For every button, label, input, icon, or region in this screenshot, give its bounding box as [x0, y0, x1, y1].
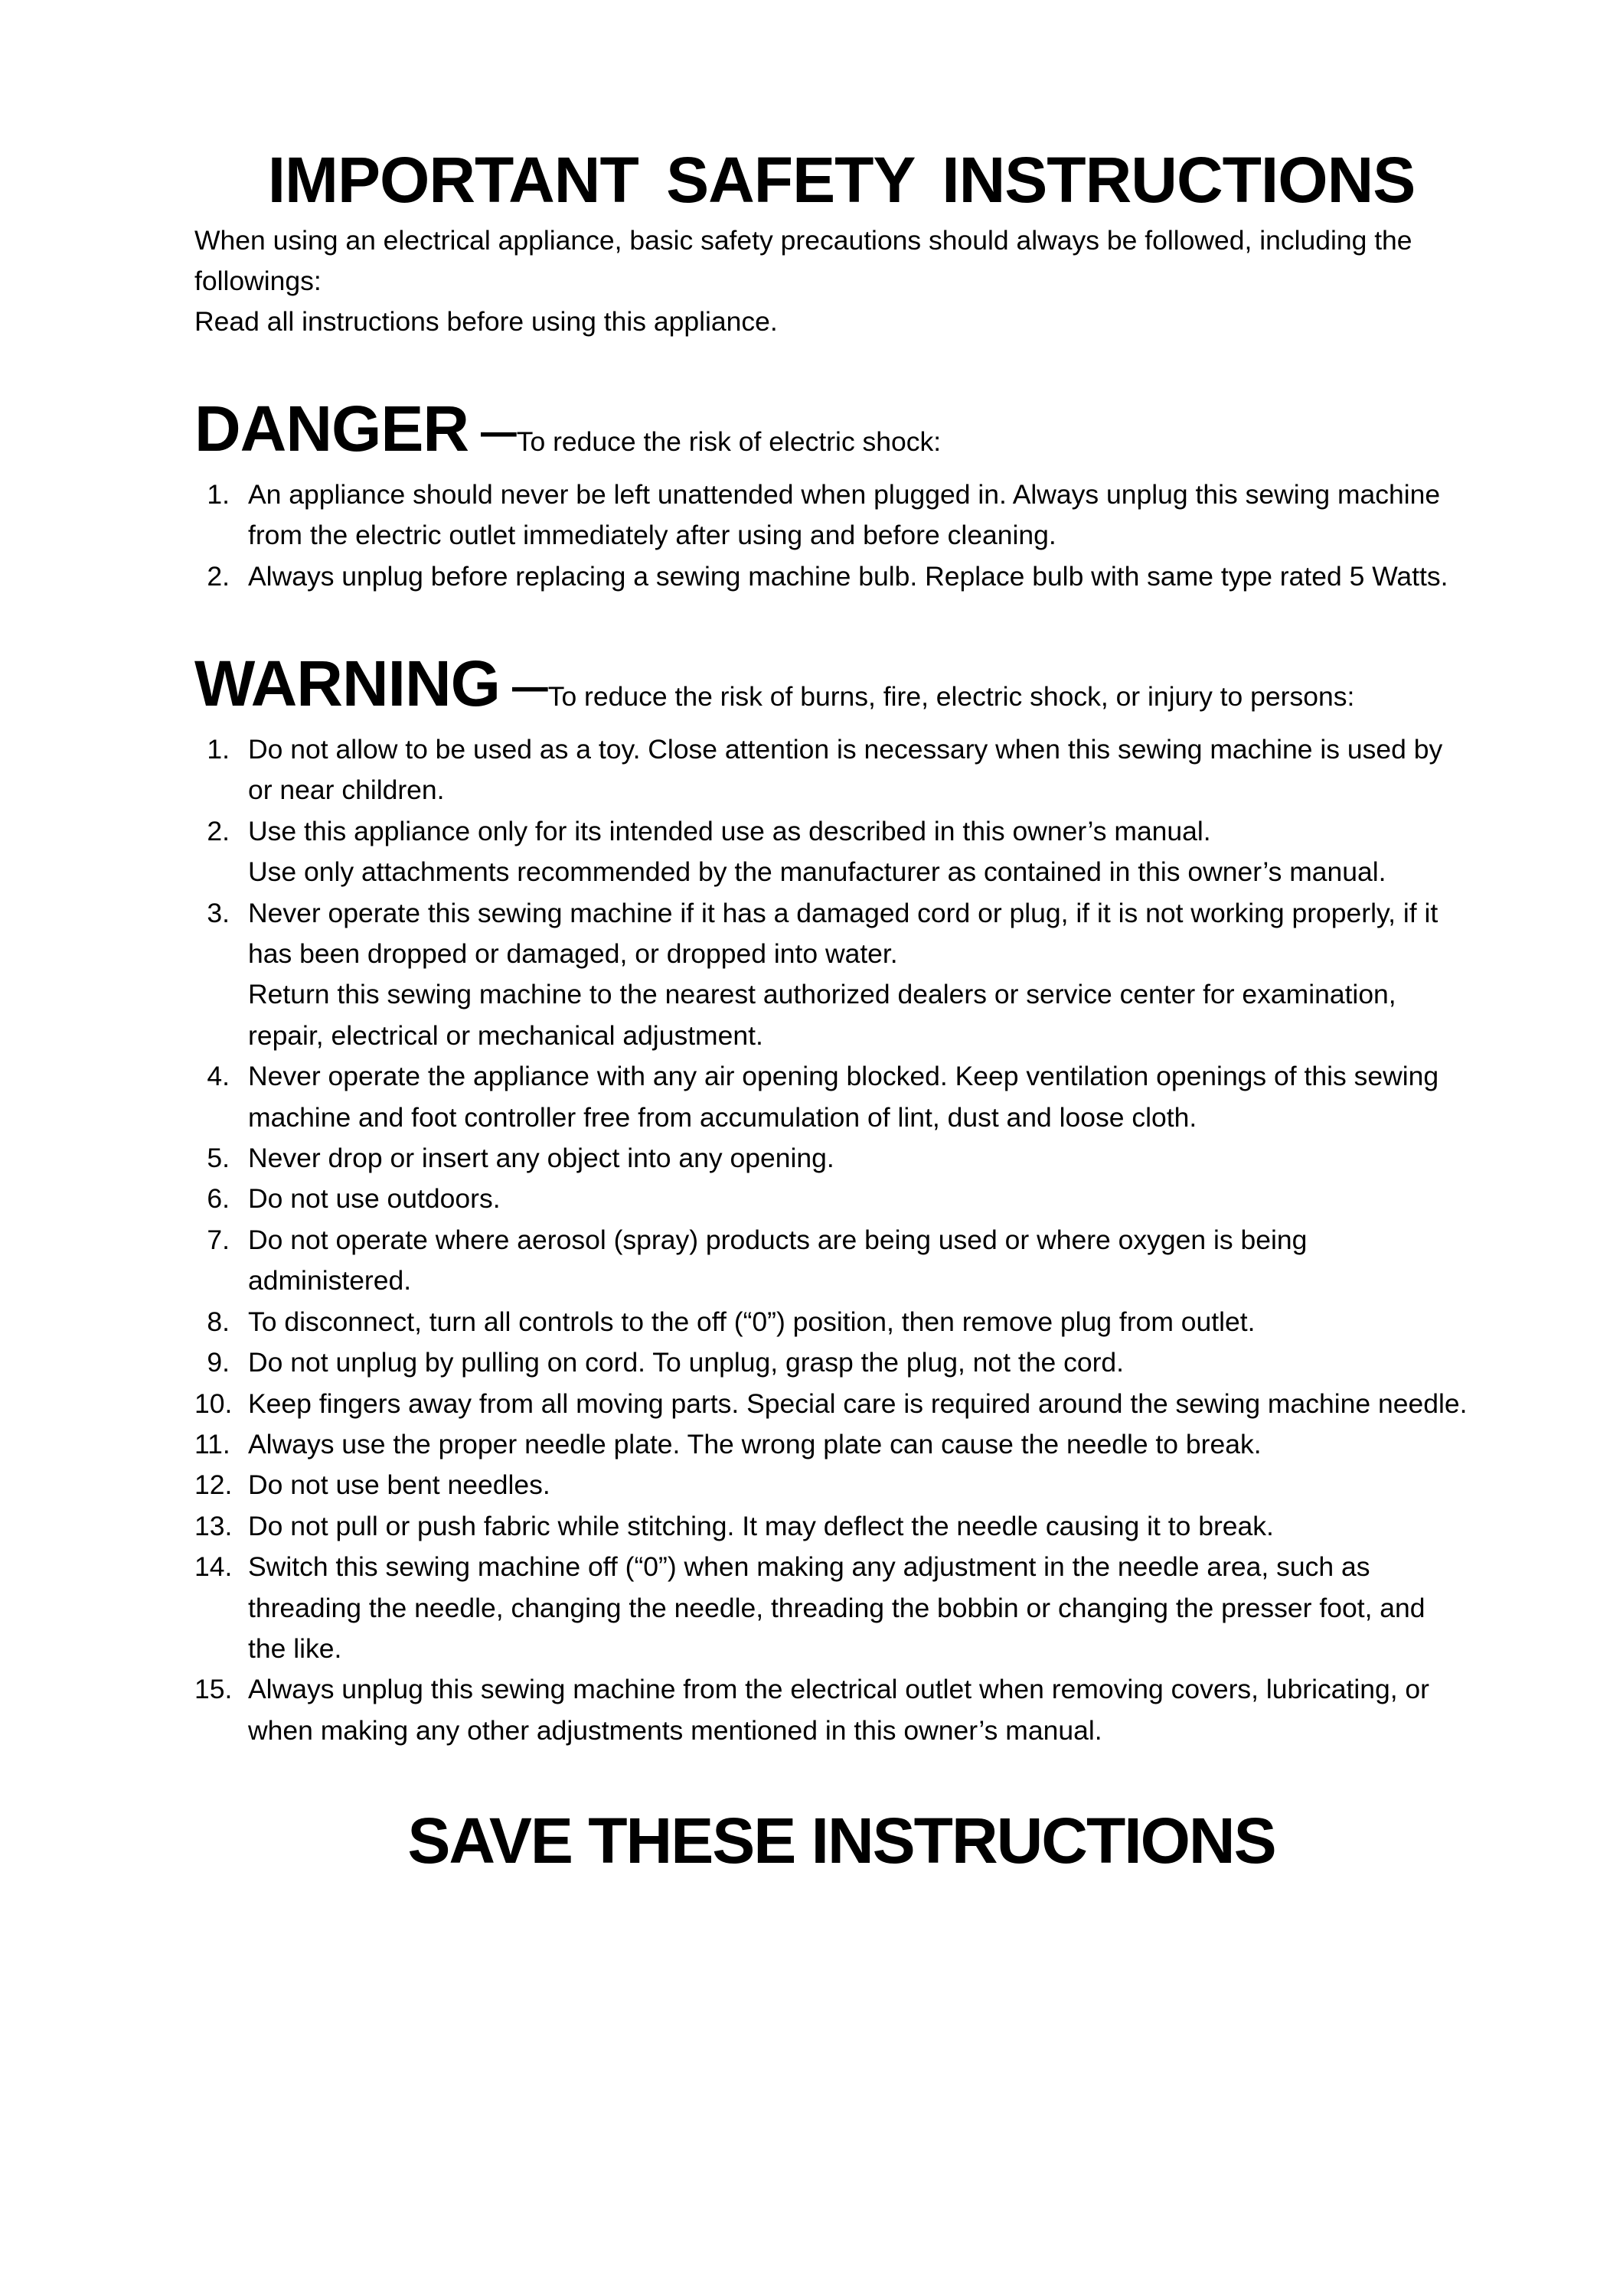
danger-label: DANGER [194, 393, 469, 465]
save-instructions-title: SAVE THESE INSTRUCTIONS [407, 1805, 1275, 1877]
list-item-number: 10. [194, 1388, 233, 1419]
list-item-text: Use only attachments recommended by the manufacturer as contained in this owner’s manual. [248, 856, 1386, 888]
list-item-text: Always unplug this sewing machine from the electrical outlet when removing covers, lubricating, or [248, 1674, 1430, 1705]
list-item-number: 14. [194, 1551, 233, 1583]
list-item-number: 12. [194, 1469, 233, 1501]
list-item [194, 1220, 1488, 1302]
list-item [194, 729, 1488, 811]
list-item-text: Always use the proper needle plate. The wrong plate can cause the needle to break. [248, 1428, 1262, 1459]
list-item-number: 5. [207, 1143, 230, 1174]
list-item-text: Never drop or insert any object into any opening. [248, 1143, 834, 1174]
list-item-text: from the electric outlet immediately after using and before cleaning. [248, 520, 1056, 551]
list-item-number: 1. [207, 734, 230, 765]
list-item [194, 811, 1488, 893]
danger-heading [194, 386, 941, 488]
list-item [194, 1056, 1488, 1138]
intro-paragraph [194, 220, 1488, 342]
warning-dash: – [511, 647, 548, 719]
danger-list [194, 475, 1488, 597]
warning-subtitle: To reduce the risk of burns, fire, electric shock, or injury to persons: [547, 681, 1355, 712]
list-item [194, 1342, 1488, 1383]
list-item-number: 6. [207, 1183, 230, 1215]
list-item-text: has been dropped or damaged, or dropped into water. [248, 938, 898, 970]
warning-heading [194, 641, 1354, 742]
list-item-text: To disconnect, turn all controls to the off (“0”) position, then remove plug from outlet. [248, 1306, 1256, 1337]
intro-line: Read all instructions before using this appliance. [194, 306, 778, 337]
list-item-number: 13. [194, 1510, 233, 1541]
list-item-number: 7. [207, 1224, 230, 1255]
danger-dash: – [481, 393, 517, 465]
list-item-text: Always unplug before replacing a sewing machine bulb. Replace bulb with same type rated 5 Watts. [248, 560, 1448, 592]
list-item [194, 893, 1488, 1057]
list-item [194, 1547, 1488, 1669]
list-item-text: Do not use outdoors. [248, 1183, 501, 1215]
list-item-text: Do not allow to be used as a toy. Close attention is necessary when this sewing machine is used by [248, 734, 1443, 765]
list-item-number: 3. [207, 897, 230, 928]
list-item [194, 1465, 1488, 1505]
list-item-number: 4. [207, 1061, 230, 1092]
list-item [194, 1424, 1488, 1465]
list-item-text: the like. [248, 1632, 342, 1664]
list-item-text: Do not pull or push fabric while stitching. It may deflect the needle causing it to break. [248, 1510, 1274, 1541]
list-item-number: 9. [207, 1347, 230, 1378]
list-item-text: Never operate this sewing machine if it has a damaged cord or plug, if it is not working properly, if it [248, 897, 1438, 928]
list-item-text: Do not use bent needles. [248, 1469, 550, 1501]
warning-label: WARNING [194, 647, 500, 719]
list-item [194, 1669, 1488, 1751]
list-item [194, 1384, 1488, 1424]
list-item-number: 1. [207, 479, 230, 510]
list-item-text: Do not unplug by pulling on cord. To unplug, grasp the plug, not the cord. [248, 1347, 1125, 1378]
list-item-text: repair, electrical or mechanical adjustment. [248, 1019, 763, 1051]
list-item-number: 2. [207, 815, 230, 846]
list-item-text: or near children. [248, 775, 445, 806]
list-item-number: 11. [194, 1428, 230, 1459]
list-item-number: 15. [194, 1674, 233, 1705]
list-item [194, 1138, 1488, 1179]
list-item-text: Use this appliance only for its intended use as described in this owner’s manual. [248, 815, 1211, 846]
page-title: IMPORTANT SAFETY INSTRUCTIONS [267, 144, 1416, 216]
list-item-number: 8. [207, 1306, 230, 1337]
list-item [194, 556, 1488, 597]
list-item-text: threading the needle, changing the needle, threading the bobbin or changing the presser foot, and [248, 1592, 1425, 1623]
list-item-text: Switch this sewing machine off (“0”) when making any adjustment in the needle area, such as [248, 1551, 1370, 1583]
list-item-text: administered. [248, 1265, 412, 1296]
list-item-text: Never operate the appliance with any air opening blocked. Keep ventilation openings of this sewing [248, 1061, 1439, 1092]
list-item [194, 475, 1488, 556]
warning-list [194, 729, 1488, 1751]
danger-subtitle: To reduce the risk of electric shock: [516, 426, 942, 457]
list-item-text: Keep fingers away from all moving parts. Special care is required around the sewing machine needle. [248, 1388, 1468, 1419]
intro-line: When using an electrical appliance, basic safety precautions should always be followed, including the followings: [194, 225, 1412, 296]
list-item-text: An appliance should never be left unattended when plugged in. Always unplug this sewing machine [248, 479, 1441, 510]
list-item [194, 1179, 1488, 1219]
list-item [194, 1506, 1488, 1547]
list-item-text: Do not operate where aerosol (spray) products are being used or where oxygen is being [248, 1224, 1308, 1255]
list-item-number: 2. [207, 560, 230, 592]
list-item-text: Return this sewing machine to the nearest authorized dealers or service center for examination, [248, 979, 1396, 1010]
list-item [194, 1302, 1488, 1342]
list-item-text: machine and foot controller free from accumulation of lint, dust and loose cloth. [248, 1101, 1197, 1133]
list-item-text: when making any other adjustments mentioned in this owner’s manual. [248, 1714, 1102, 1746]
